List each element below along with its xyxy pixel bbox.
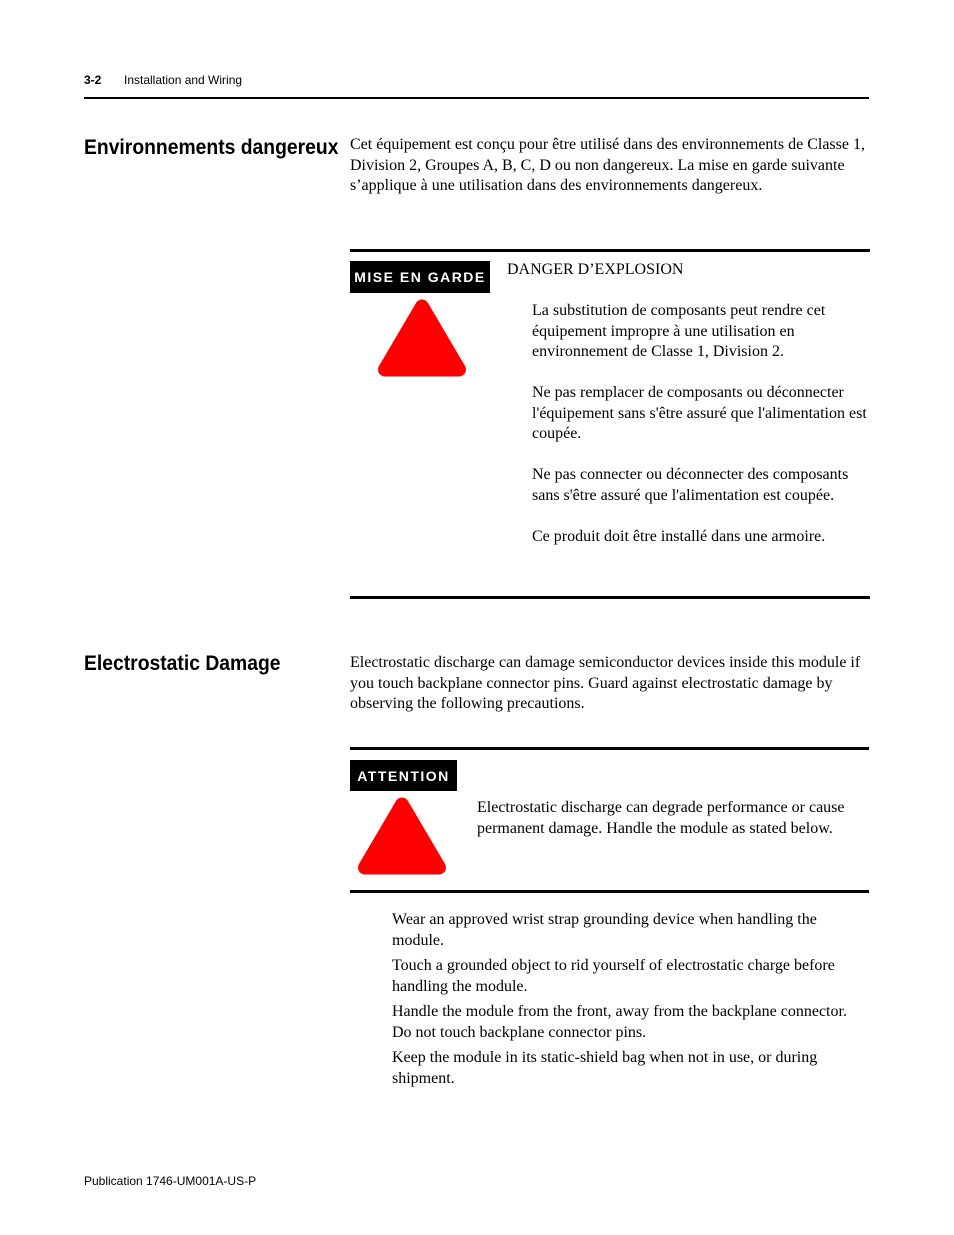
warning-badge: MISE EN GARDE	[350, 261, 490, 293]
list-item: Handle the module from the front, away from the backplane connector. Do not touch backplane connector pins.	[392, 1003, 847, 1041]
warning-paragraph: Ce produit doit être installé dans une armoire.	[532, 527, 826, 545]
chapter-title: Installation and Wiring	[124, 73, 243, 87]
warning-paragraph: La substitution de composants peut rendre cet équipement impropre à une utilisation en environnement de Classe 1, Division 2.	[532, 302, 826, 360]
hazardous-intro: Cet équipement est conçu pour être utilisé dans des environnements de Classe 1, Division 2, Groupes A, B, C, D ou non dangereux. La mise en garde suivante s’applique à une utilisation dans des environnements dangereux.	[350, 136, 865, 194]
list-item: Touch a grounded object to rid yourself of electrostatic charge before handling the module.	[392, 957, 835, 995]
header-rule	[84, 97, 869, 99]
warning-bottom-rule	[350, 596, 870, 599]
precautions-list	[392, 910, 867, 1094]
page-number: 3-2	[84, 73, 102, 87]
list-item: Keep the module in its static-shield bag when not in use, or during shipment.	[392, 1049, 818, 1087]
warning-triangle-icon	[356, 794, 448, 876]
warning-paragraph: Ne pas remplacer de composants ou déconnecter l'équipement sans s'être assuré que l'alimentation est coupée.	[532, 384, 867, 442]
warning-heading: DANGER D’EXPLOSION	[507, 261, 684, 278]
warning-top-rule	[350, 249, 870, 252]
attention-text: Electrostatic discharge can degrade performance or cause permanent damage. Handle the module as stated below.	[477, 799, 845, 837]
warning-paragraph: Ne pas connecter ou déconnecter des composants sans s'être assuré que l'alimentation est coupée.	[532, 466, 849, 504]
attention-badge: ATTENTION	[350, 760, 457, 791]
list-item: Wear an approved wrist strap grounding device when handling the module.	[392, 911, 817, 949]
attention-bottom-rule	[350, 890, 869, 893]
warning-body	[532, 301, 868, 547]
attention-top-rule	[350, 747, 869, 750]
section-title-hazardous: Environnements dangereux	[84, 136, 339, 159]
publication-footer: Publication 1746-UM001A-US-P	[84, 1174, 257, 1188]
warning-triangle-icon	[376, 296, 468, 378]
section-title-esd: Electrostatic Damage	[84, 652, 281, 675]
esd-intro: Electrostatic discharge can damage semiconductor devices inside this module if you touch backplane connector pins. Guard against electrostatic damage by observing the following precautions.	[350, 654, 861, 712]
